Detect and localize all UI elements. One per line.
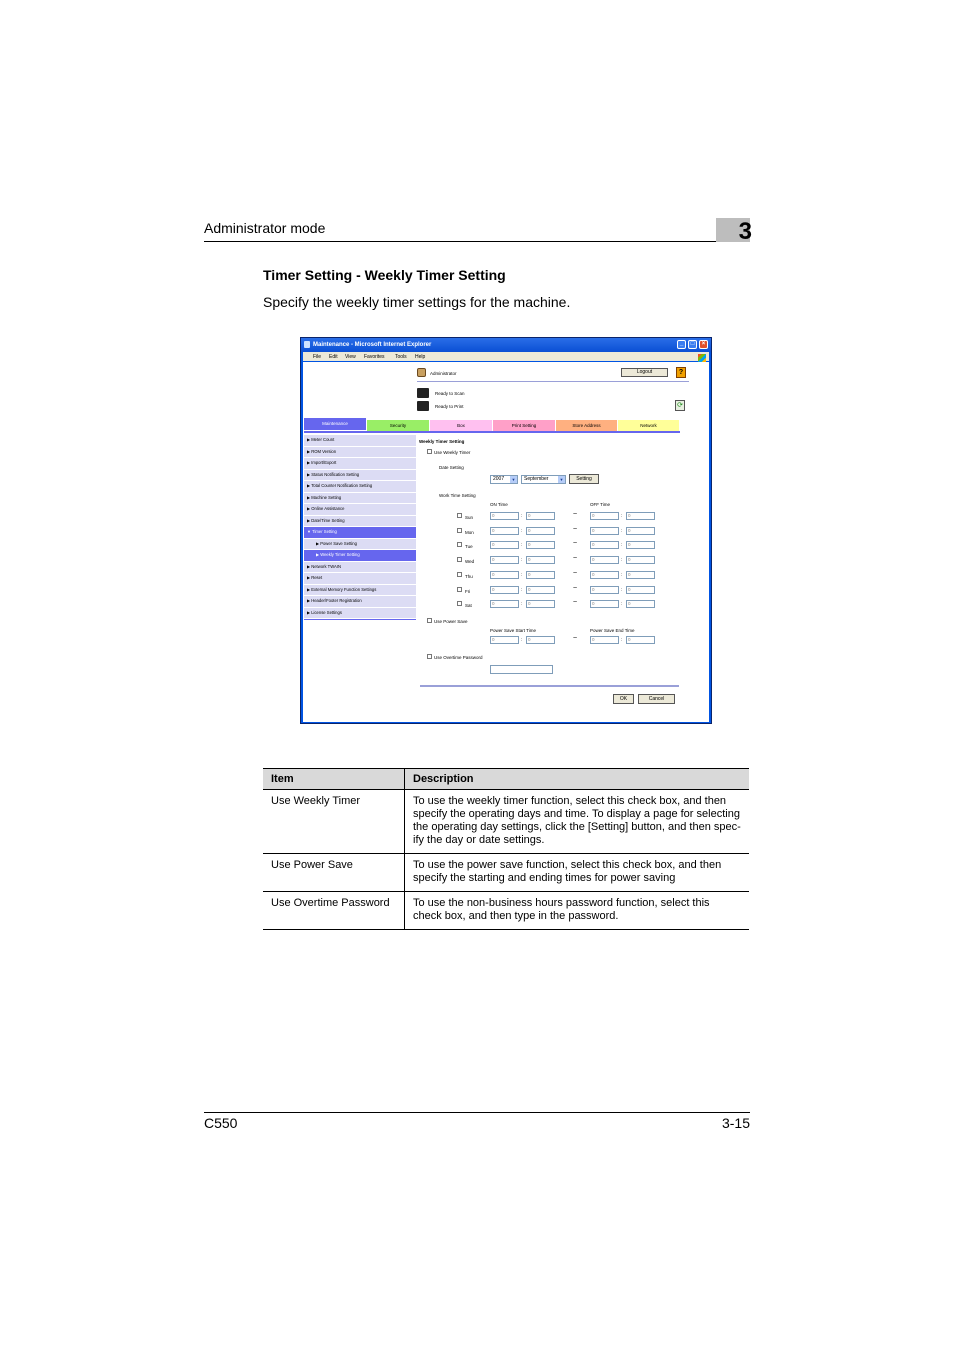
sidebar-item-label: ROM Version [311, 448, 337, 454]
logout-button[interactable]: Logout [621, 368, 668, 377]
printer-icon [417, 401, 429, 411]
colon: : [621, 527, 623, 533]
power-save-end-minute[interactable]: 0 [626, 636, 655, 644]
triangle-right-icon: ▶ [307, 506, 312, 511]
form-title: Weekly Timer Setting [419, 439, 465, 444]
page-content [303, 362, 709, 722]
window-titlebar [301, 338, 711, 352]
tab-underline [304, 431, 680, 433]
menu-file[interactable]: File [313, 354, 322, 360]
chevron-down-icon: ▼ [511, 477, 516, 482]
colon: : [521, 601, 523, 607]
year-value: 2007 [493, 476, 505, 482]
on-hour-mon[interactable]: 0 [490, 527, 519, 535]
minimize-icon[interactable]: _ [677, 340, 686, 349]
off-hour-sun[interactable]: 0 [590, 512, 619, 520]
description-table [263, 768, 749, 930]
day-label-thu: Thu [465, 573, 473, 579]
sidebar-item-label: Meter Count [311, 437, 335, 442]
colon: : [621, 637, 623, 642]
sidebar [304, 435, 416, 620]
on-minute-sat[interactable]: 0 [526, 600, 555, 608]
tilde: ~ [573, 555, 578, 563]
tilde: ~ [573, 525, 578, 533]
on-hour-thu[interactable]: 0 [490, 571, 519, 579]
colon: : [521, 637, 523, 642]
form-rule [420, 685, 679, 687]
help-button[interactable]: ? [676, 367, 686, 378]
sidebar-bottom-rule [304, 619, 416, 620]
sidebar-item-label: Import/Export [311, 460, 337, 465]
triangle-right-icon: ▶ [316, 540, 321, 546]
menu-help[interactable]: Help [415, 354, 426, 360]
off-hour-thu[interactable]: 0 [590, 571, 619, 579]
day-checkbox-mon[interactable] [457, 528, 462, 533]
day-label-wed: Wed [465, 559, 475, 565]
menu-tools[interactable]: Tools [395, 354, 407, 360]
tab-print-setting[interactable]: Print Setting [493, 420, 555, 432]
sidebar-item-label: Network TWAIN [311, 563, 341, 569]
colon: : [621, 557, 623, 563]
maximize-icon[interactable]: □ [688, 340, 697, 349]
tilde: ~ [573, 584, 578, 592]
sidebar-item-weekly-timer-setting[interactable] [304, 550, 416, 561]
colon: : [521, 571, 523, 577]
table-row [263, 892, 749, 930]
user-label: Administrator [430, 371, 457, 376]
off-minute-wed[interactable]: 0 [626, 556, 655, 564]
power-save-start-minute[interactable]: 0 [526, 636, 555, 644]
day-checkbox-thu[interactable] [457, 572, 462, 577]
sidebar-item-label: Online Assistance [311, 506, 345, 511]
section-intro: Specify the weekly timer settings for the machine. [263, 294, 571, 310]
sidebar-item-status-notification-setting[interactable] [304, 470, 416, 481]
off-minute-thu[interactable]: 0 [626, 571, 655, 579]
header-rule [204, 241, 750, 242]
sidebar-item-timer-setting[interactable] [304, 527, 416, 538]
on-hour-sun[interactable]: 0 [490, 512, 519, 520]
day-checkbox-fri[interactable] [457, 587, 462, 592]
off-minute-tue[interactable]: 0 [626, 541, 655, 549]
on-hour-wed[interactable]: 0 [490, 556, 519, 564]
triangle-right-icon: ▶ [307, 494, 312, 500]
year-select[interactable] [490, 475, 518, 484]
off-hour-mon[interactable]: 0 [590, 527, 619, 535]
administrator-icon [417, 368, 426, 377]
triangle-right-icon: ▶ [316, 552, 321, 557]
on-minute-sun[interactable]: 0 [526, 512, 555, 520]
footer-page-number: 3-15 [721, 1115, 750, 1131]
triangle-right-icon: ▶ [307, 575, 312, 580]
footer-rule [204, 1112, 750, 1113]
sidebar-item-label: Power Save Setting [320, 540, 357, 546]
on-time-label: ON Time [490, 502, 508, 507]
use-power-save-label: Use Power Save [434, 619, 468, 624]
colon: : [521, 557, 523, 563]
sidebar-item-external-memory-function-settings[interactable] [304, 585, 416, 596]
colon: : [521, 586, 523, 592]
date-setting-label: Date Setting [439, 465, 464, 470]
off-minute-sun[interactable]: 0 [626, 512, 655, 520]
use-weekly-timer-checkbox[interactable] [427, 449, 432, 454]
sidebar-item-reset[interactable] [304, 573, 416, 584]
row-item: Use Weekly Timer [263, 790, 405, 854]
table-row [263, 790, 749, 854]
power-save-end-hour[interactable]: 0 [590, 636, 619, 644]
close-icon[interactable]: × [699, 340, 708, 349]
sidebar-item-label: Machine Setting [311, 494, 342, 500]
tab-network[interactable]: Network [618, 420, 679, 432]
refresh-icon[interactable]: ⟳ [675, 400, 685, 411]
row-item: Use Overtime Password [263, 892, 405, 930]
ok-button[interactable]: OK [613, 694, 634, 704]
sidebar-item-rom-version[interactable] [304, 447, 416, 458]
sidebar-item-label: Timer Setting [312, 529, 337, 534]
off-minute-sat[interactable]: 0 [626, 600, 655, 608]
sidebar-item-label: Reset [311, 575, 323, 580]
day-checkbox-sun[interactable] [457, 513, 462, 518]
footer-model: C550 [204, 1115, 238, 1131]
menu-bar [303, 352, 709, 361]
menu-view[interactable]: View [345, 354, 356, 360]
header-item: Item [263, 769, 405, 790]
ie-icon [304, 341, 310, 348]
use-power-save-checkbox[interactable] [427, 618, 432, 623]
power-save-start-label: Power Save Start Time [490, 628, 537, 633]
on-minute-fri[interactable]: 0 [526, 586, 555, 594]
on-minute-mon[interactable]: 0 [526, 527, 555, 535]
sidebar-item-label: License Settings [311, 609, 342, 615]
section-heading: Timer Setting - Weekly Timer Setting [263, 267, 506, 283]
running-header: Administrator mode [204, 220, 326, 236]
use-weekly-timer-label: Use Weekly Timer [434, 450, 471, 455]
sidebar-item-power-save-setting[interactable] [304, 539, 416, 550]
sidebar-item-license-settings[interactable] [304, 608, 416, 619]
day-checkbox-tue[interactable] [457, 542, 462, 547]
tab-security[interactable]: Security [367, 420, 429, 432]
month-value: September [524, 476, 549, 482]
menu-edit[interactable]: Edit [329, 354, 338, 360]
tilde: ~ [573, 540, 578, 548]
on-hour-fri[interactable]: 0 [490, 586, 519, 594]
sidebar-item-import-export[interactable] [304, 458, 416, 469]
triangle-right-icon: ▶ [307, 609, 312, 615]
off-time-label: OFF Time [590, 502, 610, 507]
sidebar-item-header-footer-registration[interactable] [304, 596, 416, 607]
sidebar-item-label: Weekly Timer Setting [320, 552, 360, 557]
window-title: Maintenance - Microsoft Internet Explorer [313, 342, 432, 348]
header-description: Description [405, 769, 750, 790]
on-minute-tue[interactable]: 0 [526, 541, 555, 549]
triangle-down-icon: ▼ [307, 529, 313, 534]
sidebar-item-label: Total Counter Notification Setting [311, 483, 373, 488]
off-hour-tue[interactable]: 0 [590, 541, 619, 549]
colon: : [621, 542, 623, 548]
sidebar-item-date-time-setting[interactable] [304, 516, 416, 527]
sidebar-item-label: Date/Time Setting [311, 517, 345, 523]
sidebar-item-machine-setting[interactable] [304, 493, 416, 504]
sidebar-item-online-assistance[interactable] [304, 504, 416, 515]
triangle-right-icon: ▶ [307, 517, 312, 523]
day-label-sat: Sat [465, 603, 472, 609]
tab-maintenance[interactable]: Maintenance [304, 418, 366, 430]
overtime-password-input[interactable] [490, 665, 553, 674]
on-minute-wed[interactable]: 0 [526, 556, 555, 564]
on-hour-sat[interactable]: 0 [490, 600, 519, 608]
day-checkbox-wed[interactable] [457, 557, 462, 562]
triangle-right-icon: ▶ [307, 471, 312, 477]
sidebar-item-meter-count[interactable] [304, 435, 416, 446]
colon: : [621, 601, 623, 607]
colon: : [621, 586, 623, 592]
row-description: To use the power save function, select this check box, and then specify the starting and ending times for power saving [405, 854, 750, 892]
tilde: ~ [573, 599, 578, 607]
tilde: ~ [573, 511, 578, 518]
triangle-right-icon: ▶ [307, 563, 312, 569]
triangle-right-icon: ▶ [307, 437, 312, 442]
sidebar-item-network-twain[interactable] [304, 562, 416, 573]
tab-box[interactable]: Box [430, 420, 492, 432]
day-label-sun: Sun [465, 515, 474, 520]
colon: : [621, 513, 623, 518]
triangle-right-icon: ▶ [307, 586, 312, 592]
scanner-icon [417, 388, 429, 398]
browser-window [300, 337, 712, 724]
table-row [263, 854, 749, 892]
tilde: ~ [573, 569, 578, 577]
triangle-right-icon: ▶ [307, 448, 312, 454]
off-hour-fri[interactable]: 0 [590, 586, 619, 594]
work-time-setting-label: Work Time Setting [439, 493, 476, 498]
colon: : [521, 527, 523, 533]
day-label-fri: Fri [465, 588, 471, 594]
power-save-end-label: Power Save End Time [590, 628, 635, 633]
cancel-button[interactable]: Cancel [638, 694, 675, 704]
top-rule [417, 381, 689, 382]
colon: : [621, 571, 623, 577]
chapter-number: 3 [738, 218, 752, 245]
chevron-down-icon: ▼ [559, 477, 564, 482]
setting-button[interactable]: Setting [569, 474, 599, 484]
windows-logo-icon [698, 354, 706, 362]
use-overtime-password-checkbox[interactable] [427, 654, 432, 659]
triangle-right-icon: ▶ [307, 598, 312, 603]
on-hour-tue[interactable]: 0 [490, 541, 519, 549]
off-hour-sat[interactable]: 0 [590, 600, 619, 608]
status-print: Ready to Print [435, 404, 464, 409]
power-save-start-hour[interactable]: 0 [490, 636, 519, 644]
sidebar-item-total-counter-notification-setting[interactable] [304, 481, 416, 492]
row-description: To use the non-business hours password function, select this check box, and then type in the password. [405, 892, 750, 930]
month-select[interactable] [521, 475, 566, 484]
day-label-tue: Tue [465, 544, 473, 550]
table-header-row [263, 769, 749, 790]
sidebar-item-label: Status Notification Setting [311, 471, 360, 477]
sidebar-item-label: Header/Footer Registration [311, 598, 362, 603]
status-scan: Ready to Scan [435, 391, 465, 396]
off-hour-wed[interactable]: 0 [590, 556, 619, 564]
off-minute-mon[interactable]: 0 [626, 527, 655, 535]
tilde: ~ [573, 635, 578, 642]
day-label-mon: Mon [465, 529, 474, 535]
on-minute-thu[interactable]: 0 [526, 571, 555, 579]
triangle-right-icon: ▶ [307, 483, 312, 488]
row-item: Use Power Save [263, 854, 405, 892]
off-minute-fri[interactable]: 0 [626, 586, 655, 594]
tab-store-address[interactable]: Store Address [556, 420, 617, 432]
sidebar-item-label: External Memory Function Settings [311, 586, 377, 592]
triangle-right-icon: ▶ [307, 460, 312, 465]
menu-favorites[interactable]: Favorites [364, 354, 385, 360]
colon: : [521, 513, 523, 518]
row-description: To use the weekly timer function, select this check box, and then specify the operating days and time. To display a page for selecting the operating day settings, click the [Setting] button, and then spec- ify the day or date settings. [405, 790, 750, 854]
colon: : [521, 542, 523, 548]
day-checkbox-sat[interactable] [457, 601, 462, 606]
use-overtime-password-label: Use Overtime Password [434, 655, 483, 660]
